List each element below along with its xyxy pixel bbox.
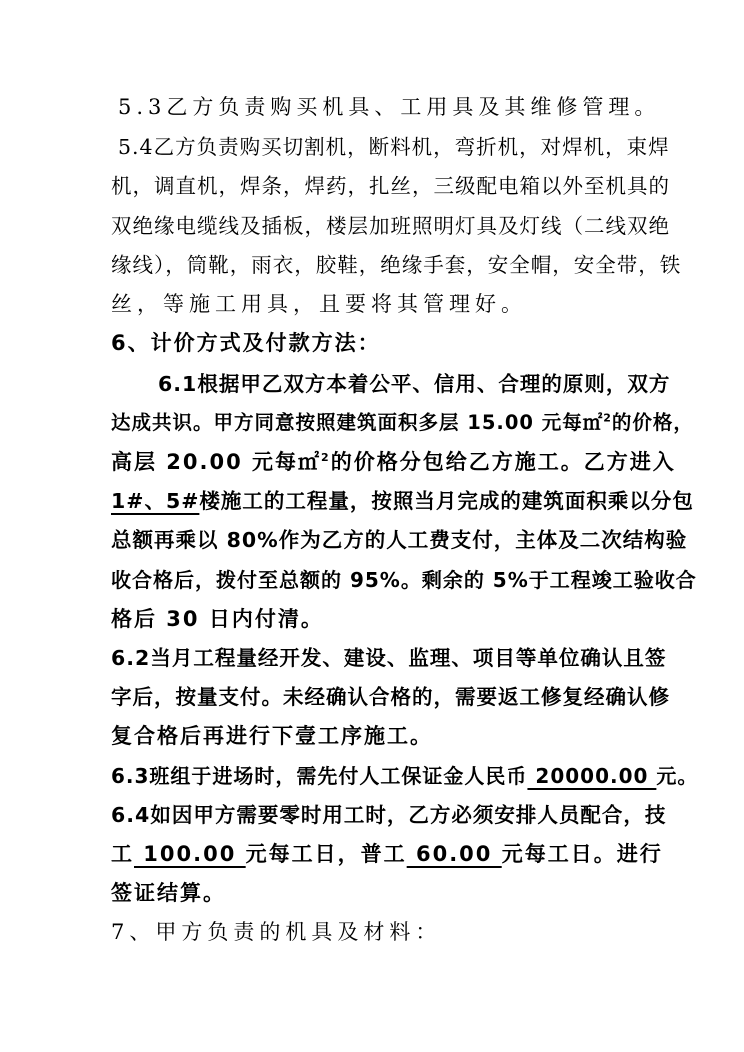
clause-6-1-line-5: 总额再乘以 80%作为乙方的人工费支付，主体及二次结构验 <box>111 528 688 552</box>
clause-6-4-line-3: 签证结算。 <box>111 881 226 905</box>
clause-6-3 <box>111 762 698 790</box>
clause-6-1-line-4 <box>111 487 694 515</box>
square-superscript: 2 <box>603 411 612 425</box>
clause-6-3-unit: 元。 <box>656 764 699 788</box>
clause-5-4-line-4: 缘线），筒靴，雨衣，胶鞋，绝缘手套，安全帽，安全带，铁 <box>111 253 682 277</box>
clause-6-1-line-3-text-a: 高层 20.00 元每㎡ <box>111 450 322 474</box>
clause-6-1-line-7: 格后 30 日内付清。 <box>111 607 324 631</box>
building-numbers: 1#、5# <box>111 489 200 513</box>
clause-6-4-text-c: 元每工日。进行 <box>501 842 663 866</box>
clause-6-1-line-3 <box>111 448 676 476</box>
section-7-heading: 7、甲方负责的机具及材料： <box>111 920 442 944</box>
clause-6-2-line-2: 字后，按量支付。未经确认合格的，需要返工修复经确认修 <box>111 685 670 709</box>
clause-6-4-text-b: 元每工日，普工 <box>245 842 407 866</box>
clause-6-1-line-4-text: 楼施工的工程量，按照当月完成的建筑面积乘以分包 <box>199 489 694 513</box>
clause-6-1-line-2-text-b: 的价格， <box>611 411 694 434</box>
clause-5-4-line-1: 5.4乙方负责购买切割机，断料机，弯折机，对焊机，束焊 <box>118 135 670 159</box>
clause-6-2-line-1: 6.2当月工程量经开发、建设、监理、项目等单位确认且签 <box>111 646 667 670</box>
clause-6-2-line-3: 复合格后再进行下壹工序施工。 <box>111 724 433 748</box>
general-wage: 60.00 <box>406 842 502 866</box>
clause-5-4-line-3: 双绝缘电缆线及插板，楼层加班照明灯具及灯线（二线双绝 <box>111 214 670 238</box>
square-superscript: 2 <box>321 451 331 464</box>
clause-6-4-line-1: 6.4如因甲方需要零时用工时，乙方必须安排人员配合，技 <box>111 803 667 827</box>
clause-6-1-line-1: 6.1根据甲乙双方本着公平、信用、合理的原则，双方 <box>158 372 671 396</box>
clause-6-1-line-6: 收合格后，拨付至总额的 95%。剩余的 5%于工程竣工验收合 <box>111 568 697 592</box>
section-6-heading: 6、计价方式及付款方法： <box>111 331 381 355</box>
clause-6-1-line-2-text-a: 达成共识。甲方同意按照建筑面积多层 15.00 元每㎡ <box>111 411 604 434</box>
clause-6-3-text: 6.3班组于进场时，需先付人工保证金人民币 <box>111 764 528 788</box>
clause-6-1-line-2 <box>111 409 694 437</box>
clause-6-1-line-3-text-b: 的价格分包给乙方施工。乙方进入 <box>330 450 676 474</box>
clause-5-4-line-5: 丝，等施工用具，且要将其管理好。 <box>111 292 527 316</box>
clause-6-4-line-2 <box>111 840 663 868</box>
clause-5-4-line-2: 机，调直机，焊条，焊药，扎丝，三级配电箱以外至机具的 <box>111 174 670 198</box>
clause-5-3: 5.3乙方负责购买机具、工用具及其维修管理。 <box>118 95 661 119</box>
deposit-amount: 20000.00 <box>527 764 657 788</box>
clause-6-4-text-a: 工 <box>111 842 134 866</box>
skilled-wage: 100.00 <box>134 842 246 866</box>
